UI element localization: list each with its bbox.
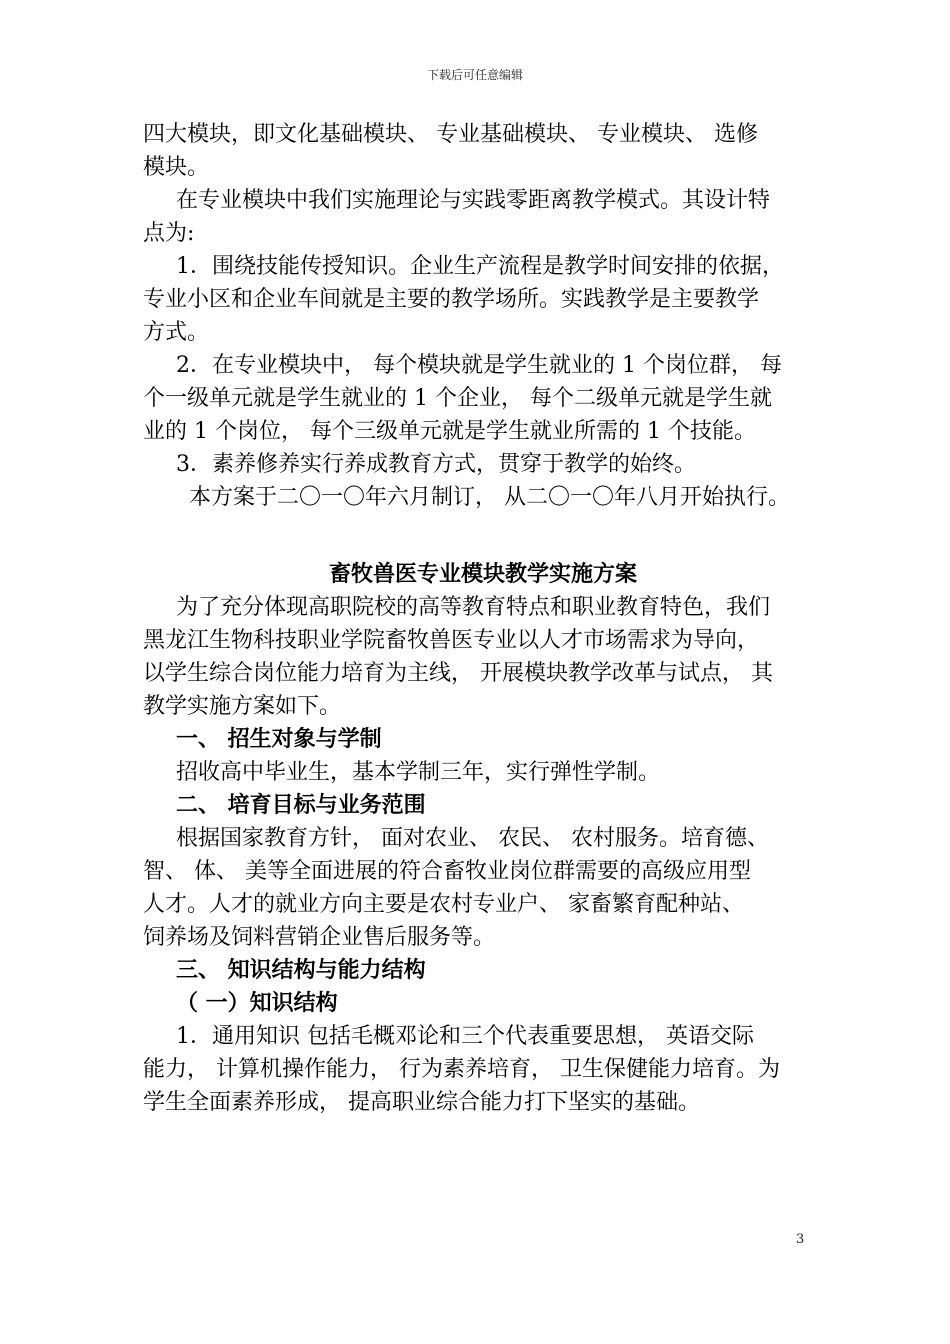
text-line: 模块。 [143, 155, 210, 180]
text-line: 招收高中毕业生，基本学制三年，实行弹性学制。 [176, 760, 661, 785]
list-item: 2．在专业模块中， 每个模块就是学生就业的 1 个岗位群， 每 [176, 353, 782, 378]
section-title: 畜牧兽医专业模块教学实施方案 [328, 561, 637, 587]
text-line: 业的 1 个岗位， 每个三级单元就是学生就业所需的 1 个技能。 [143, 419, 756, 444]
text-line: 在专业模块中我们实施理论与实践零距离教学模式。其设计特 [176, 188, 771, 213]
text-line: 能力， 计算机操作能力， 行为素养培育， 卫生保健能力培育。为 [143, 1057, 780, 1082]
text-line: 本方案于二〇一〇年六月制订， 从二〇一〇年八月开始执行。 [189, 485, 790, 510]
text-line: 黑龙江生物科技职业学院畜牧兽医专业以人才市场需求为导向， [143, 628, 760, 653]
heading-2: 二、 培育目标与业务范围 [176, 792, 426, 818]
text-line: 学生全面素养形成， 提高职业综合能力打下坚实的基础。 [143, 1090, 700, 1115]
text-line: 专业小区和企业车间就是主要的教学场所。实践教学是主要教学 [143, 287, 760, 312]
list-item: 1．围绕技能传授知识。企业生产流程是教学时间安排的依据， [176, 254, 784, 279]
page-number: 3 [796, 1232, 805, 1247]
text-line: 四大模块，即文化基础模块、 专业基础模块、 专业模块、 选修 [143, 122, 758, 147]
heading-3: 三、 知识结构与能力结构 [176, 957, 426, 983]
text-line: 智、 体、 美等全面进展的符合畜牧业岗位群需要的高级应用型 [143, 859, 751, 884]
text-line: 个一级单元就是学生就业的 1 个企业， 每个二级单元就是学生就 [143, 386, 772, 411]
text-line: 为了充分体现高职院校的高等教育特点和职业教育特色，我们 [176, 595, 771, 620]
list-item: 1．通用知识 包括毛概邓论和三个代表重要思想， 英语交际 [176, 1024, 754, 1049]
list-item: 3．素养修养实行养成教育方式，贯穿于教学的始终。 [176, 452, 696, 477]
heading-1: 一、 招生对象与学制 [176, 726, 382, 752]
text-line: 教学实施方案如下。 [143, 694, 342, 719]
text-line: 人才。人才的就业方向主要是农村专业户、 家畜繁育配种站、 [143, 892, 744, 917]
subheading: （ 一）知识结构 [176, 990, 338, 1016]
document-body [143, 118, 823, 1119]
text-line: 根据国家教育方针， 面对农业、 农民、 农村服务。培育德、 [176, 826, 769, 851]
text-line: 点为: [143, 221, 195, 246]
text-line: 以学生综合岗位能力培育为主线， 开展模块教学改革与试点， 其 [143, 661, 773, 686]
page-header: 下载后可任意编辑 [426, 68, 523, 82]
text-line: 方式。 [143, 320, 210, 345]
text-line: 饲养场及饲料营销企业售后服务等。 [143, 925, 496, 950]
